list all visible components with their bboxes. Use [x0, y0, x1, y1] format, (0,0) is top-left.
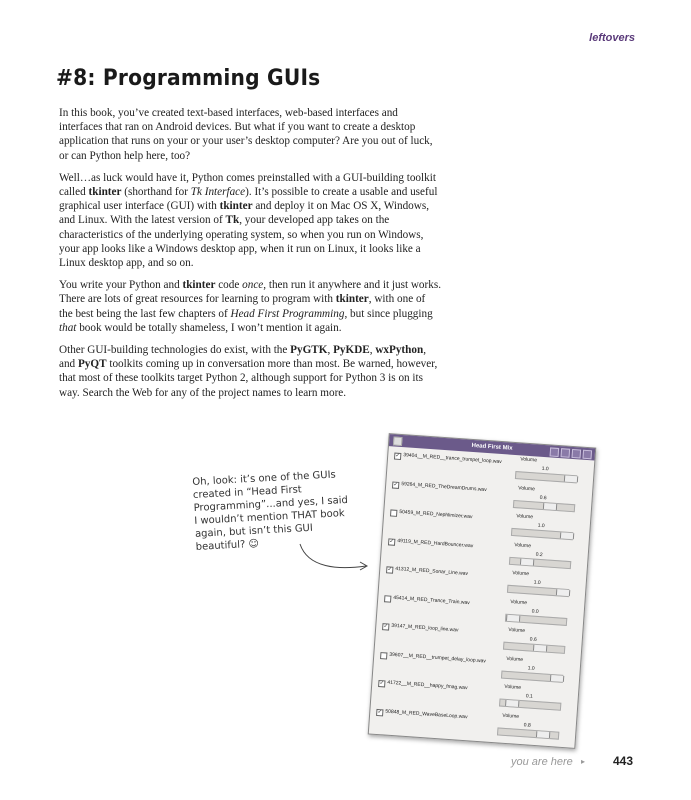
- volume-value: 0.8: [523, 721, 531, 729]
- volume-label: Volume: [508, 626, 526, 635]
- text-run: (shorthand for: [121, 186, 191, 199]
- volume-label: Volume: [506, 655, 524, 663]
- volume-slider[interactable]: [507, 585, 569, 597]
- maximize-icon[interactable]: [572, 449, 582, 459]
- volume-slider[interactable]: [511, 528, 573, 540]
- text-run: code: [215, 279, 243, 292]
- track-filename: 39607__M_RED__trumpet_delay_loop.wav: [389, 651, 487, 664]
- pin-icon[interactable]: [550, 447, 560, 457]
- volume-value: 1.0: [537, 522, 545, 530]
- handwritten-annotation: Oh, look: it’s one of the GUIs created in “Head First Programming”...and yes, I said I wouldn’t mention THAT book again, but isn’t this GUI beautiful? ☺: [192, 469, 349, 553]
- text-run: book would be totally shameless, I won’t mention it again.: [76, 321, 342, 334]
- minimize-icon[interactable]: [561, 448, 571, 458]
- section-tag: leftovers: [589, 32, 635, 44]
- bold-text: PyGTK: [290, 344, 328, 357]
- text-run: , your developed app takes on the characteristics of the underlying operating system, so when you run on Windows, your app looks like a Windows desktop app, when it run on Linux, it looks like a Linux desktop app, and so on.: [59, 214, 424, 270]
- volume-value: 1.0: [533, 579, 541, 587]
- volume-value: 0.2: [535, 551, 543, 558]
- bold-text: wxPython: [375, 344, 424, 357]
- track-filename: 49119_M_RED_HardBouncer.wav: [397, 537, 474, 549]
- slider-knob[interactable]: [564, 475, 578, 482]
- arrow-right-icon: ▸: [581, 757, 586, 766]
- text-run: ). It’s possible to create a usable and useful graphical user interface (GUI) with: [59, 186, 438, 213]
- track-filename: 39147_M_RED_loop_line.wav: [391, 622, 459, 634]
- bold-text: tkinter: [182, 279, 216, 292]
- paragraph: [59, 106, 441, 163]
- bold-text: PyQT: [77, 358, 107, 371]
- bold-text: tkinter: [219, 200, 253, 213]
- window-title: Head First Mix: [471, 442, 513, 452]
- paragraph: [59, 171, 441, 270]
- you-are-here: you are here: [511, 756, 573, 768]
- volume-slider[interactable]: [509, 556, 571, 568]
- track-filename: 41722__M_RED__happy_fmag.wav: [387, 679, 468, 692]
- track-checkbox[interactable]: ✓: [393, 481, 399, 488]
- track-checkbox[interactable]: ✓: [383, 623, 389, 630]
- bold-text: PyKDE: [333, 344, 370, 357]
- text-run: and deploy it on Mac OS X, Windows, and Linux. With the latest version of: [59, 200, 429, 227]
- volume-value: 0.6: [539, 494, 547, 501]
- slider-knob[interactable]: [556, 589, 570, 596]
- volume-slider[interactable]: [505, 613, 567, 625]
- volume-value: 0.0: [531, 608, 539, 615]
- slider-knob[interactable]: [560, 532, 574, 539]
- text-run: , with one of the best being the last few chapters of: [59, 293, 426, 320]
- volume-label: Volume: [504, 683, 522, 691]
- italic-text: that: [59, 321, 77, 334]
- text-run: ,: [369, 344, 376, 357]
- track-filename: 45414_M_RED_Trance_Train.wav: [393, 594, 470, 606]
- body-text: [59, 106, 441, 408]
- volume-slider[interactable]: [503, 642, 565, 654]
- bold-text: Tk: [225, 214, 240, 227]
- track-checkbox[interactable]: ✓: [379, 680, 385, 687]
- slider-knob[interactable]: [505, 700, 519, 707]
- volume-slider[interactable]: [501, 670, 563, 682]
- volume-label: Volume: [518, 484, 536, 492]
- annotation-arrow: [298, 540, 372, 574]
- gui-screenshot: [368, 433, 597, 749]
- text-run: Well…as luck would have it, Python comes preinstalled with a GUI-building toolkit called: [59, 171, 436, 199]
- track-checkbox[interactable]: ✓: [377, 708, 383, 715]
- volume-slider[interactable]: [515, 471, 577, 483]
- text-run: You write your Python and: [59, 279, 183, 292]
- text-run: Other GUI-building technologies do exist, with the: [59, 344, 291, 357]
- track-checkbox[interactable]: [390, 509, 397, 516]
- volume-value: 0.1: [525, 693, 533, 700]
- track-checkbox[interactable]: ✓: [395, 452, 401, 459]
- italic-text: once: [242, 279, 264, 292]
- paragraph: [59, 343, 441, 400]
- track-list: [369, 446, 594, 745]
- page-number: 443: [613, 754, 634, 768]
- slider-knob[interactable]: [506, 614, 520, 621]
- track-checkbox[interactable]: ✓: [387, 566, 393, 573]
- volume-slider[interactable]: [497, 727, 559, 739]
- text-run: In this book, you’ve created text-based interfaces, web-based interfaces and interfaces that ran on Android devices. But what if you want to create a desktop application that runs on your or your user’s desktop computer? Are you out of luck, or can Python help here, too?: [59, 107, 433, 162]
- track-filename: 50848_M_RED_WaveBaseLoop.wav: [385, 708, 468, 720]
- text-run: , but since plugging: [344, 307, 433, 320]
- bold-text: tkinter: [88, 186, 122, 199]
- bold-text: tkinter: [335, 293, 369, 306]
- slider-knob[interactable]: [533, 645, 547, 652]
- volume-value: 1.0: [541, 465, 549, 473]
- volume-value: 1.0: [527, 664, 535, 672]
- italic-text: Head First Programming: [230, 307, 345, 320]
- text-run: toolkits coming up in conversation more than most. Be warned, however, that most of these toolkits target Python 2, although support for Python 3 is on its way. Search the Web for any of the project names to learn more.: [59, 358, 438, 399]
- close-icon[interactable]: [582, 450, 592, 460]
- volume-label: Volume: [520, 456, 538, 464]
- italic-text: Tk Interface: [190, 186, 246, 199]
- volume-label: Volume: [514, 541, 532, 549]
- volume-value: 0.6: [529, 636, 537, 643]
- volume-slider[interactable]: [513, 499, 575, 511]
- slider-knob[interactable]: [543, 503, 557, 510]
- page-title: #8: Programming GUIs: [56, 66, 321, 91]
- track-filename: 59264_M_RED_TheDreamDrums.wav: [401, 480, 487, 493]
- slider-knob[interactable]: [550, 674, 564, 681]
- track-filename: 50459_M_RED_Nephlimizer.wav: [399, 509, 473, 521]
- track-checkbox[interactable]: [380, 652, 387, 659]
- track-checkbox[interactable]: ✓: [389, 537, 395, 545]
- text-run: , then run it anywhere and it just works. There are lots of great resources for learning to program with: [59, 279, 441, 306]
- track-filename: 39404__M_RED__trance_trumpet_loop.wav: [403, 452, 502, 466]
- volume-label: Volume: [502, 712, 520, 720]
- window-icon: [393, 436, 403, 446]
- volume-label: Volume: [510, 598, 528, 606]
- track-checkbox[interactable]: [384, 595, 391, 602]
- volume-label: Volume: [516, 513, 534, 521]
- slider-knob[interactable]: [520, 558, 534, 565]
- text-run: , and: [59, 344, 426, 371]
- volume-slider[interactable]: [499, 698, 561, 710]
- volume-label: Volume: [512, 570, 530, 578]
- paragraph: [59, 278, 441, 335]
- text-run: ,: [327, 344, 334, 357]
- track-filename: 41312_M_RED_Sonar_Line.wav: [395, 565, 469, 577]
- slider-knob[interactable]: [536, 731, 550, 738]
